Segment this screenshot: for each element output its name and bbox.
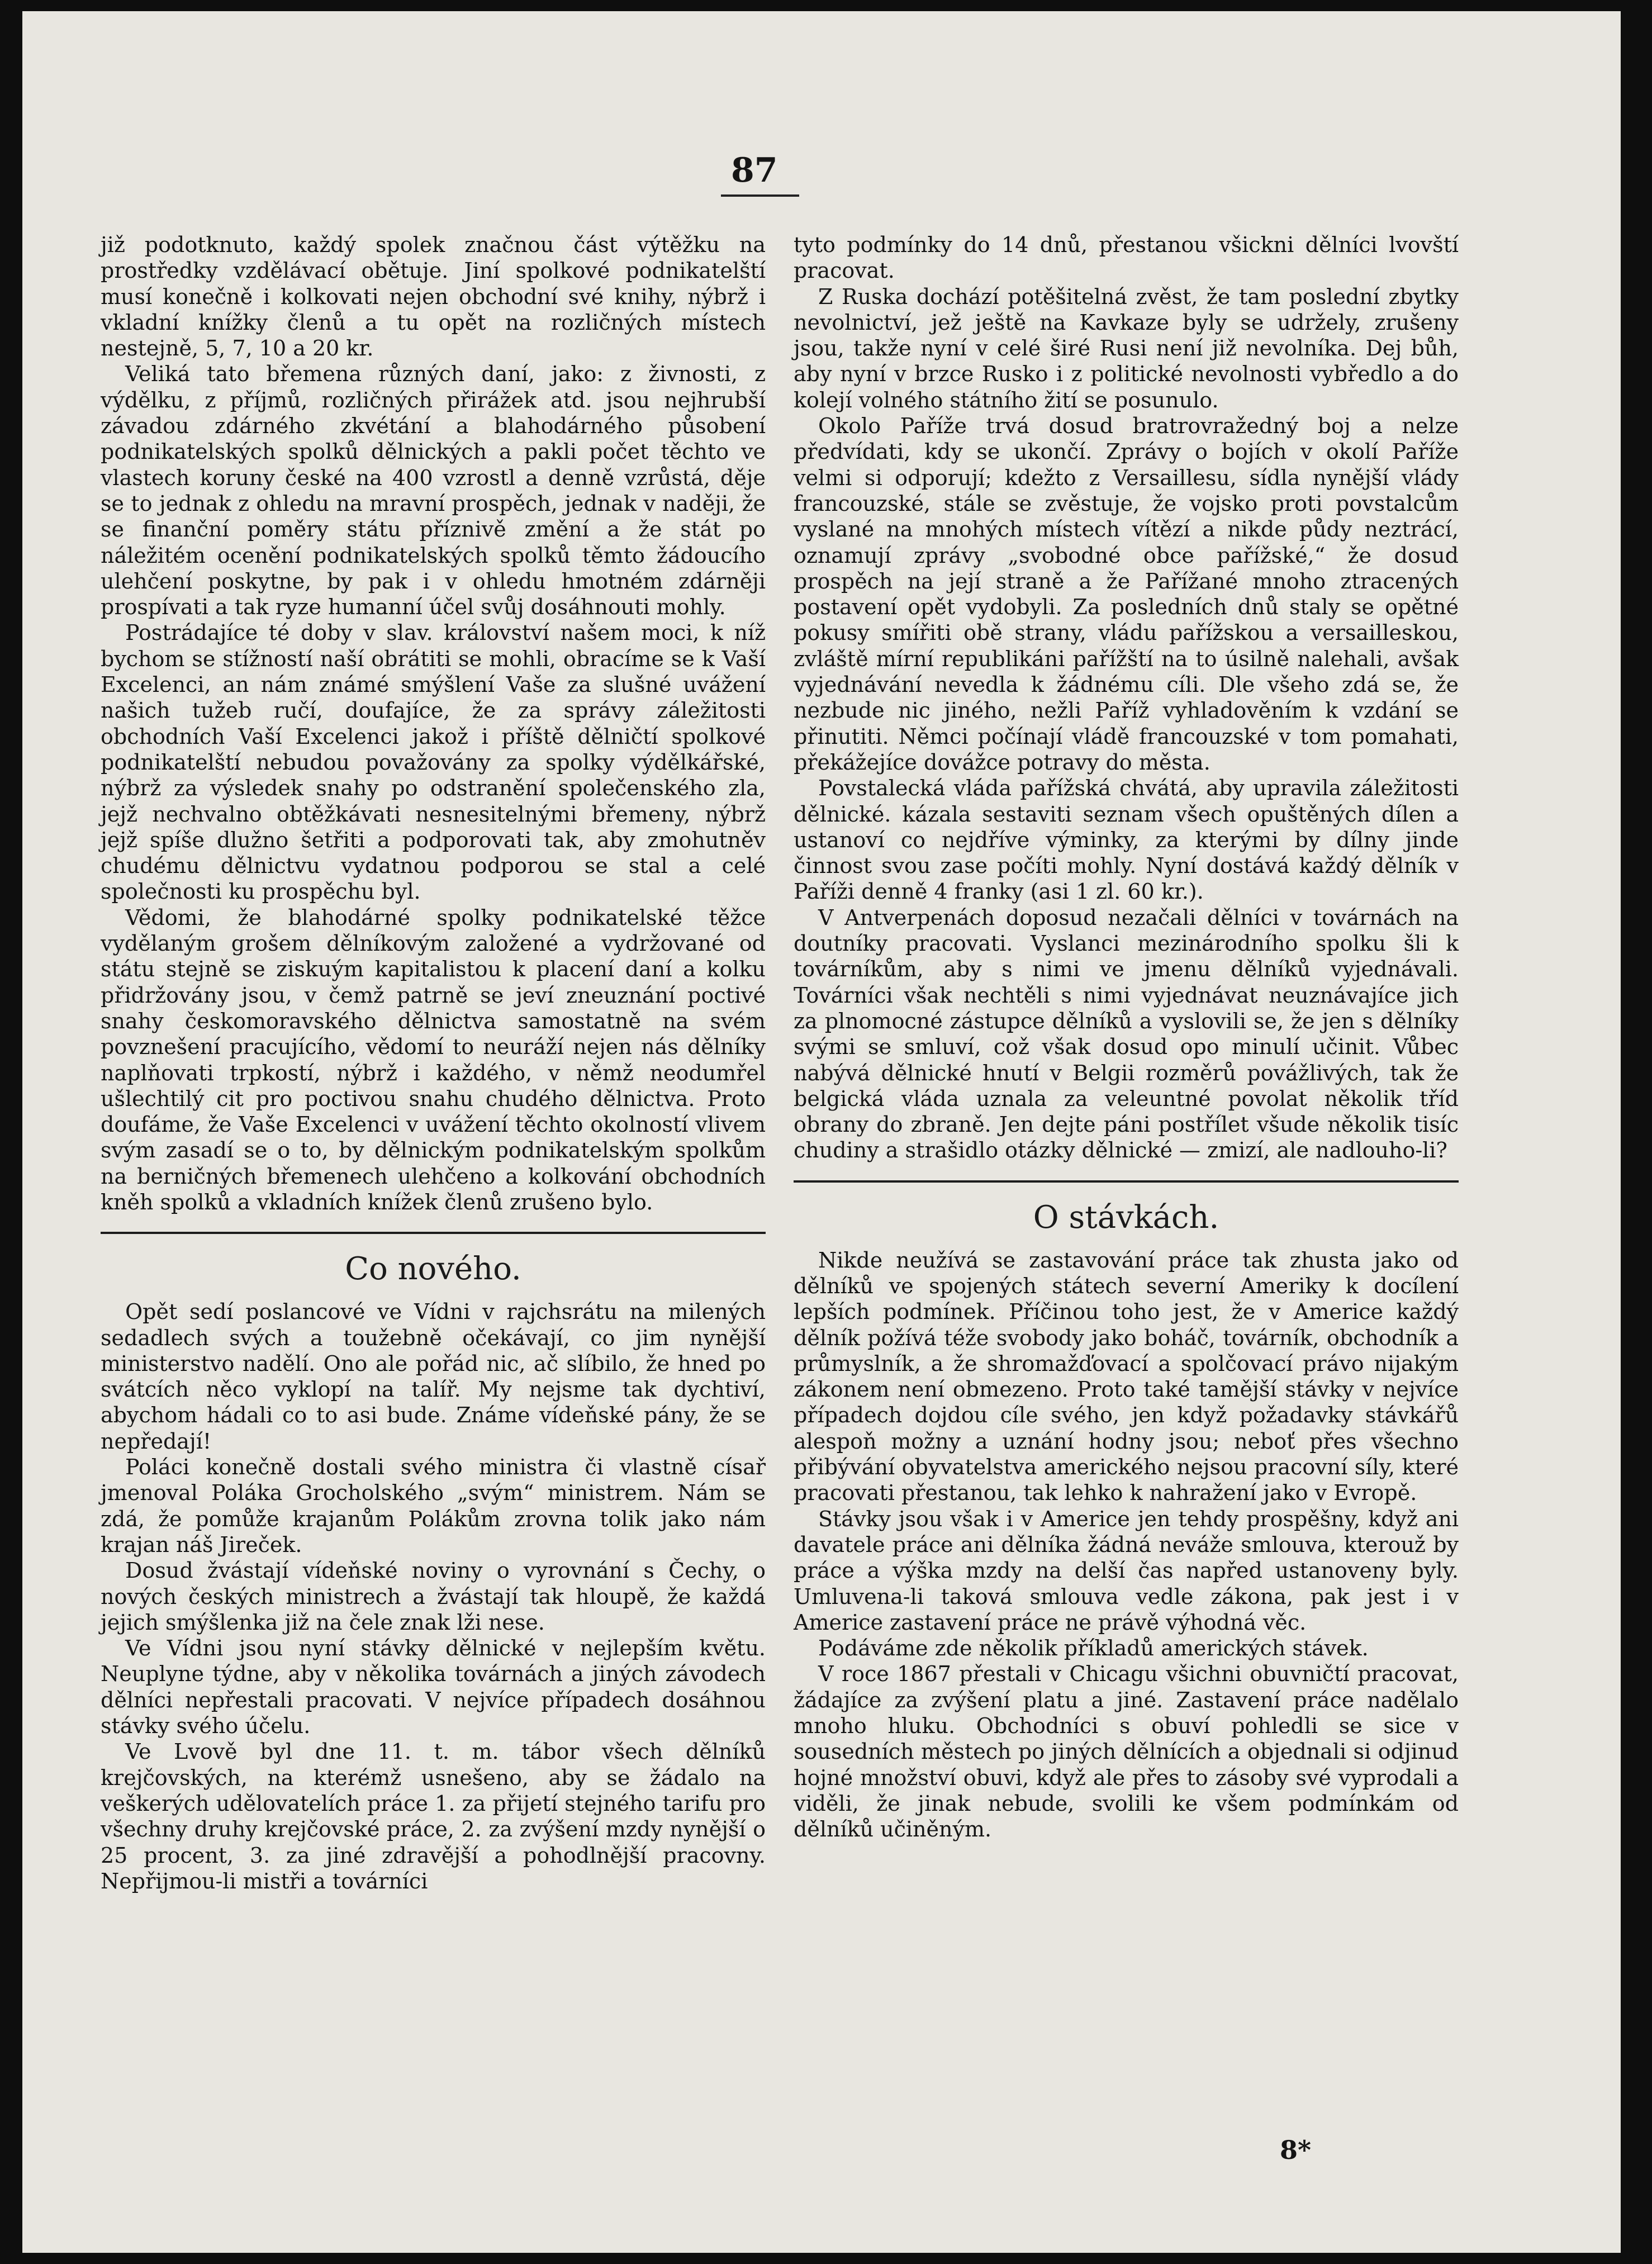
news-paragraph: Povstalecká vláda pařížská chvátá, aby upravila záležitosti dělnické. kázala sestaviti seznam všech opuštěných dílen a ustanoví co nejdříve výminky, za kterými by dílny jinde činnost svou zase počíti mohly. Nyní dostává každý dělník v Paříži denně 4 franky (asi 1 zl. 60 kr.). xyxy=(794,776,1459,904)
left-column xyxy=(101,232,766,1894)
section-divider xyxy=(794,1180,1459,1183)
article-paragraph: V roce 1867 přestali v Chicagu všichni obuvničtí pracovat, žádajíce za zvýšení platu a jiné. Zastavení práce nadělalo mnoho hluku. Obchodníci s obuví pohledli se sice v sousedních městech po jiných dělnících a objednali si odjinud hojné množství obuvi, když ale přes to zásoby své vyprodali a viděli, že jinak nebude, svolili ke všem podmínkám od dělníků učiněným. xyxy=(794,1662,1459,1842)
news-paragraph: Z Ruska dochází potěšitelná zvěst, že tam poslední zbytky nevolnictví, jež ještě na Kavkaze byly se udržely, zrušeny jsou, takže nyní v celé širé Rusi není již nevolníka. Dej bůh, aby nyní v brzce Rusko i z politické nevolnosti vybředlo a do kolejí volného státního žití se posunulo. xyxy=(794,284,1459,412)
news-paragraph: Ve Lvově byl dne 11. t. m. tábor všech dělníků krejčovských, na kterémž usnešeno, aby se žádalo na veškerých udělovatelích práce 1. za přijetí stejného tarifu pro všechny druhy krejčovské práce, 2. za zvýšení mzdy nynější o 25 procent, 3. za jiné zdravější a pohodlnější pracovny. Nepřijmou-li mistři a továrníci xyxy=(101,1739,766,1893)
article-paragraph: Nikde neužívá se zastavování práce tak zhusta jako od dělníků ve spojených státech severní Ameriky k docílení lepších podmínek. Příčinou toho jest, že v Americe každý dělník požívá téže svobody jako boháč, továrník, obchodník a průmyslník, a že shromažďovací a spolčovací právo nijakým zákonem není obmezeno. Proto také tamější stávky v nejvíce případech dojdou cíle svého, jen když požadavky stávkářů alespoň možny a uznání hodny jsou; neboť přes všechno přibývání obyvatelstva amerického nejsou pracovní síly, které pracovati přestanou, tak lehko k nahražení jako v Evropě. xyxy=(794,1247,1459,1506)
news-paragraph: Ve Vídni jsou nyní stávky dělnické v nejlepším květu. Neuplyne týdne, aby v několika továrnách a jiných závodech dělníci nepřestali pracovati. V nejvíce případech dosáhnou stávky svého účelu. xyxy=(101,1636,766,1739)
news-paragraph: V Antverpenách doposud nezačali dělníci v továrnách na doutníky pracovati. Vyslanci mezinárodního spolku šli k továrníkům, aby s nimi ve jmenu dělníků vyjednávali. Továrníci však nechtěli s nimi vyjednávat neuznávajíce jich za plnomocné zástupce dělníků a vyslovili se, že jen s dělníky svými se smluví, což však dosud opo minulí učinit. Vůbec nabývá dělnické hnutí v Belgii rozměrů povážlivých, tak že belgická vláda uznala za veleuntné povolat několik tříd obrany do zbraně. Jen dejte páni postřílet všude několik tisíc chudiny a strašidlo otázky dělnické — zmizí, ale nadlouho-li? xyxy=(794,905,1459,1163)
article-paragraph: Podáváme zde několik příkladů amerických stávek. xyxy=(818,1636,1369,1661)
article-paragraph: Stávky jsou však i v Americe jen tehdy prospěšny, když ani davatele práce ani dělníka žádná neváže smlouva, kterouž by práce a výška mzdy na delší čas napřed ustanoveny byly. Umluvena-li taková smlouva vedle zákona, pak jest i v Americe zastavení práce ne právě výhodná věc. xyxy=(794,1506,1459,1635)
article-paragraph: Postrádajíce té doby v slav. království našem moci, k níž bychom se stížností naší obrátiti se mohli, obracíme se k Vaší Excelenci, an nám známé smýšlení Vaše za slušné uvážení našich tužeb ručí, doufajíce, že za správy záležitosti obchodních Vaší Excelenci jakož i příště dělničtí spolkové podnikatelští nebudou považovány za spolky výdělkářské, nýbrž za výsledek snahy po odstranění společenského zla, jejž nechvalno obtěžkávati nesnesitelnými břemeny, nýbrž jejž spíše dlužno šetřiti a podporovati tak, aby zmohutněv chudému dělnictvu vydatnou podporou se stal a celé společnosti ku prospěchu byl. xyxy=(101,620,766,904)
signature-mark: 8* xyxy=(1280,2135,1312,2165)
news-paragraph: tyto podmínky do 14 dnů, přestanou všickni dělníci lvovští pracovat. xyxy=(794,232,1459,283)
page-number-rule xyxy=(721,194,799,197)
news-paragraph: Okolo Paříže trvá dosud bratrovražedný boj a nelze předvídati, kdy se ukončí. Zprávy o bojích v okolí Paříže velmi si odporují; kdežto z Versaillesu, sídla nynější vlády francouzské, stále se zvěstuje, že vojsko proti povstalcům vyslané na mnohých místech vítězí a nikde půdy neztrácí, oznamují zprávy „svobodné obce pařížské,“ že dosud prospěch na její straně a že Pařížané mnoho ztracených postavení opět vydobyli. Za posledních dnů staly se opětné pokusy smířiti obě strany, vládu pařížskou a versailleskou, zvláště mírní republikáni pařížští na to úsilně nalehali, avšak vyjednávání nevedla k žádnému cíli. Dle všeho zdá se, že nezbude nic jiného, nežli Paříž vyhladověním k vzdání se přinutiti. Němci počínají vládě francouzské v tom pomahati, překážejíce dovážce potravy do města. xyxy=(794,414,1459,775)
news-paragraph: Dosud žvástají vídeňské noviny o vyrovnání s Čechy, o nových českých ministrech a žvástají tak hloupě, že každá jejich smýšlenka již na čele znak lži nese. xyxy=(101,1558,766,1635)
article-paragraph: Veliká tato břemena různých daní, jako: z živnosti, z výdělku, z příjmů, rozličných přirážek atd. jsou nejhrubší závadou zdárného zkvétání a blahodárného působení podnikatelských spolků dělnických a pakli počet těchto ve vlastech koruny české na 400 vzrostl a denně vzrůstá, děje se to jednak z ohledu na mravní prospěch, jednak v naději, že se finanční poměry státu příznivě změní a že stát po náležitém ocenění podnikatelských spolků těmto žádoucího ulehčení poskytne, by pak i v ohledu hmotném zdárněji prospívati a tak ryze humanní účel svůj dosáhnouti mohly. xyxy=(101,362,766,620)
article-paragraph: Vědomi, že blahodárné spolky podnikatelské těžce vydělaným grošem dělníkovým založené a vydržované od státu stejně se ziskuým kapitalistou k placení daní a kolku přidržovány jsou, v čemž patrně se jeví zneuznání poctivé snahy českomoravského dělnictva samostatně na svém povznešení pracujícího, vědomí to neuráží nejen nás dělníky naplňovati trpkostí, nýbrž i každého, v němž neodumřel ušlechtilý cit pro poctivou snahu chudého dělnictva. Proto doufáme, že Vaše Excelenci v uvážení těchto okolností vlivem svým zasadí se o to, by dělnickým podnikatelským spolkům na berničných břemenech ulehčeno a kolkování obchodních kněh spolků a vkladních knížek členů zrušeno bylo. xyxy=(101,905,766,1214)
page-number: 87 xyxy=(731,151,778,190)
section-heading-co-noveho: Co nového. xyxy=(345,1251,521,1288)
article-paragraph: již podotknuto, každý spolek značnou část výtěžku na prostředky vzdělávací obětuje. Jiní spolkové podnikatelští musí konečně i kolkovati nejen obchodní své knihy, nýbrž i vkladní knížky členů a tu opět na rozličných místech nestejně, 5, 7, 10 a 20 kr. xyxy=(101,232,766,361)
section-heading-o-stavkach: O stávkách. xyxy=(1033,1199,1219,1236)
right-column xyxy=(794,232,1459,1843)
newspaper-page xyxy=(22,11,1621,2253)
section-divider xyxy=(101,1232,766,1234)
news-paragraph: Opět sedí poslancové ve Vídni v rajchsrátu na milených sedadlech svých a toužebně očekávají, co jim nynější ministerstvo nadělí. Ono ale pořád nic, ač slíbilo, že hned po svátcích něco vyklopí na talíř. My nejsme tak dychtiví, abychom hádali co to asi bude. Známe vídeňské pány, že se nepředají! xyxy=(101,1299,766,1454)
news-paragraph: Poláci konečně dostali svého ministra či vlastně císař jmenoval Poláka Grocholského „svým“ ministrem. Nám se zdá, že pomůže krajanům Polákům zrovna tolik jako nám krajan náš Jireček. xyxy=(101,1455,766,1557)
